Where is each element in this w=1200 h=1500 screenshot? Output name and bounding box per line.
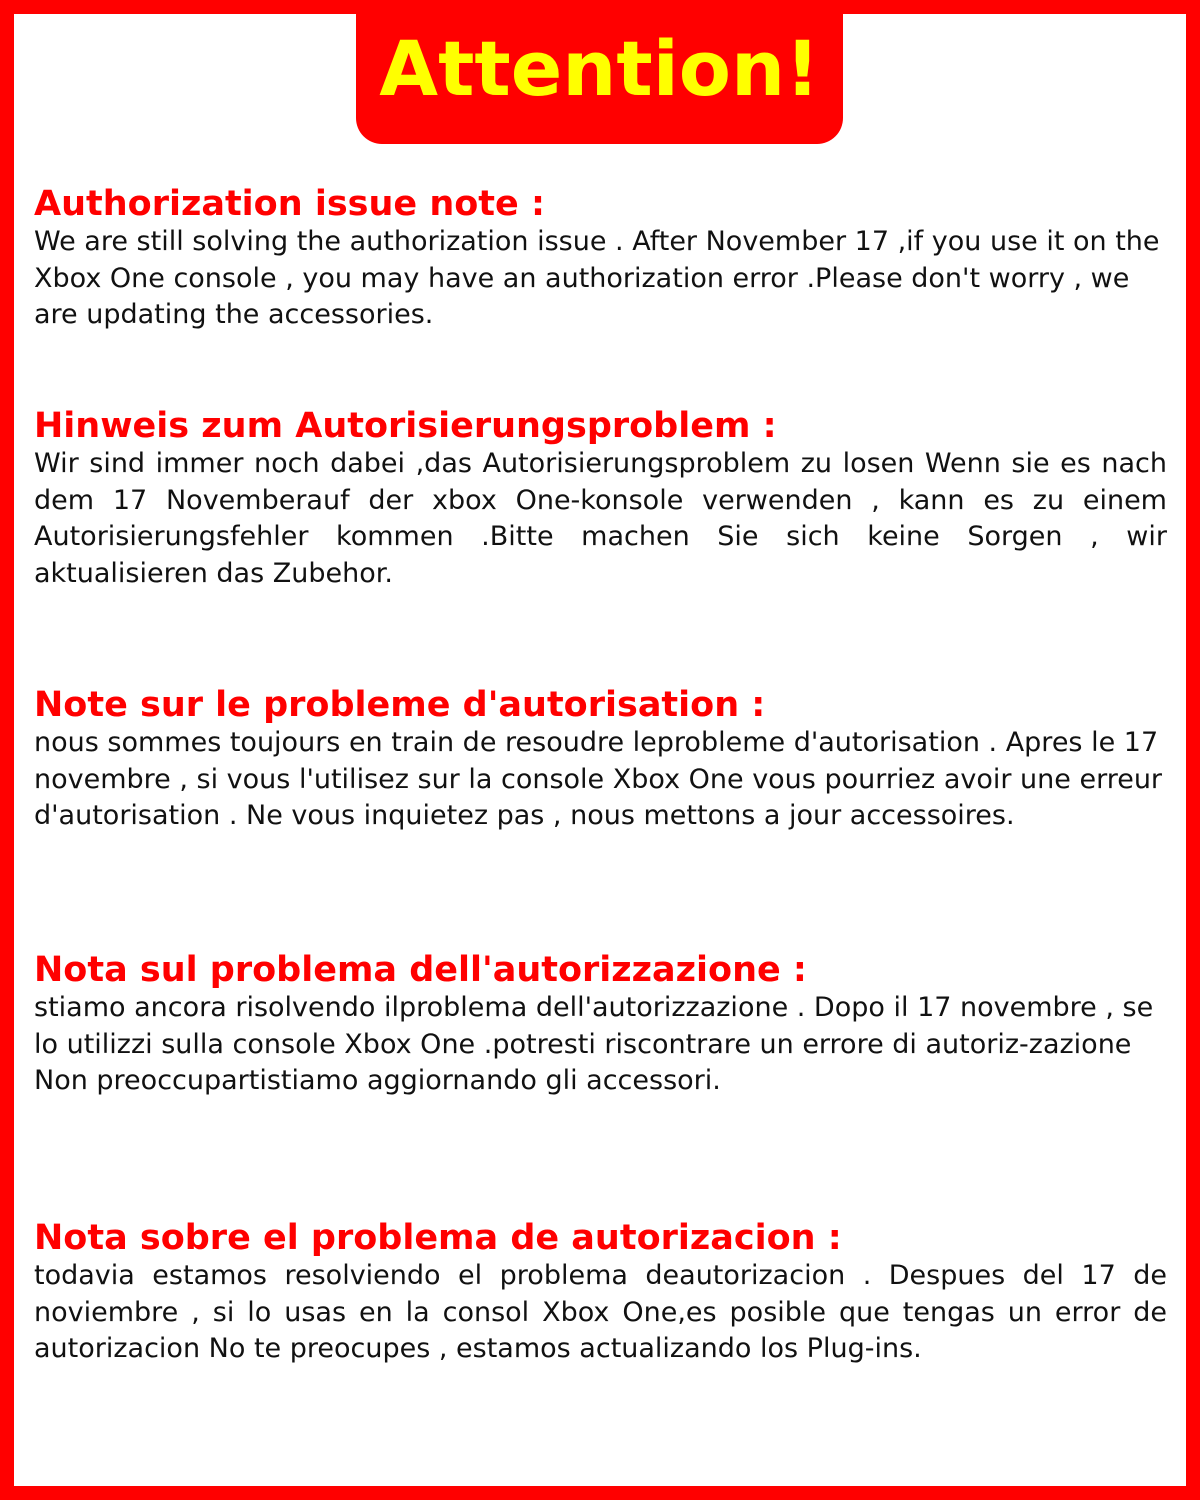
section-english [34, 184, 1167, 334]
section-italian [34, 950, 1167, 1100]
attention-banner [356, 0, 843, 144]
section-german [34, 406, 1167, 592]
section-heading: Nota sul problema dell'autorizzazione : [34, 950, 807, 990]
section-heading: Authorization issue note : [34, 184, 545, 224]
section-heading: Note sur le probleme d'autorisation : [34, 685, 766, 725]
section-french [34, 685, 1167, 835]
section-body: stiamo ancora risolvendo ilproblema dell'autorizzazione . Dopo il 17 novembre , se lo utilizzi sulla console Xbox One .potresti riscontrare un errore di autoriz-zazione Non preoccupartistiamo aggiornando gli accessori. [34, 992, 1154, 1096]
section-heading: Nota sobre el problema de autorizacion : [34, 1218, 842, 1258]
section-body: todavia estamos resolviendo el problema deautorizacion . Despues del 17 de noviembre , si lo usas en la consol Xbox One,es posible que tengas un error de autorizacion No te preocupes , estamos actualizando los Plug-ins. [34, 1260, 1167, 1364]
section-heading: Hinweis zum Autorisierungsproblem : [34, 406, 777, 446]
section-body: nous sommes toujours en train de resoudre leprobleme d'autorisation . Apres le 17 novembre , si vous l'utilisez sur la console Xbox One vous pourriez avoir une erreur d'autorisation . Ne vous inquietez pas , nous mettons a jour accessoires. [34, 727, 1163, 831]
section-spanish [34, 1218, 1167, 1368]
section-body: We are still solving the authorization issue . After November 17 ,if you use it on the Xbox One console , you may have an authorization error .Please don't worry , we are updating the accessories. [34, 226, 1160, 330]
section-body: Wir sind immer noch dabei ,das Autorisierungsproblem zu losen Wenn sie es nach dem 17 Novemberauf der xbox One-konsole verwenden , kann es zu einem Autorisierungsfehler kommen .Bitte machen Sie sich keine Sorgen , wir aktualisieren das Zubehor. [34, 448, 1167, 589]
banner-title: Attention! [379, 24, 820, 113]
